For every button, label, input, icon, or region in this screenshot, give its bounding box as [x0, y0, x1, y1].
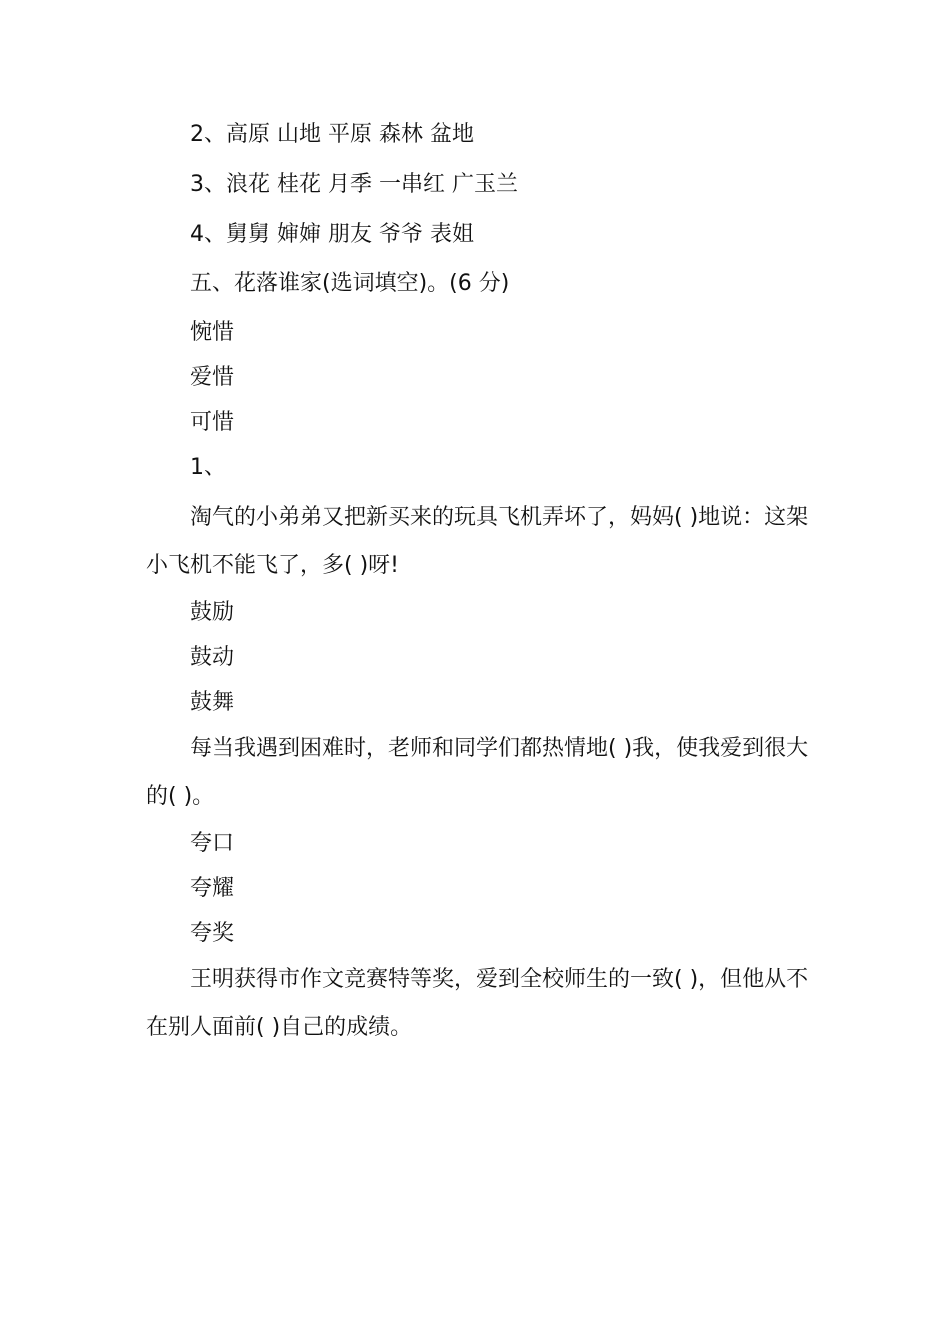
word-option: 夸耀 — [190, 876, 235, 901]
list-item-3: 3、浪花 桂花 月季 一串红 广玉兰 — [190, 172, 518, 197]
word-option: 夸口 — [190, 831, 235, 856]
question-number: 1、 — [190, 455, 226, 480]
word-option: 可惜 — [190, 410, 235, 435]
question-text-continued: 小飞机不能飞了，多( )呀! — [146, 553, 399, 578]
question-text: 每当我遇到困难时，老师和同学们都热情地( )我，使我爱到很大 — [190, 736, 809, 761]
word-option: 爱惜 — [190, 365, 235, 390]
list-item-4: 4、舅舅 婶婶 朋友 爷爷 表姐 — [190, 222, 474, 247]
question-text: 王明获得市作文竞赛特等奖，爱到全校师生的一致( )，但他从不 — [190, 967, 809, 992]
word-option: 夸奖 — [190, 921, 235, 946]
section-heading-5: 五、花落谁家(选词填空)。(6 分) — [190, 271, 510, 296]
question-text: 淘气的小弟弟又把新买来的玩具飞机弄坏了，妈妈( )地说：这架 — [190, 505, 809, 530]
question-text-continued: 在别人面前( )自己的成绩。 — [146, 1015, 413, 1040]
word-option: 鼓励 — [190, 600, 235, 625]
word-option: 鼓舞 — [190, 690, 235, 715]
question-text-continued: 的( )。 — [146, 784, 215, 809]
word-option: 鼓动 — [190, 645, 235, 670]
list-item-2: 2、高原 山地 平原 森林 盆地 — [190, 122, 474, 147]
word-option: 惋惜 — [190, 320, 235, 345]
